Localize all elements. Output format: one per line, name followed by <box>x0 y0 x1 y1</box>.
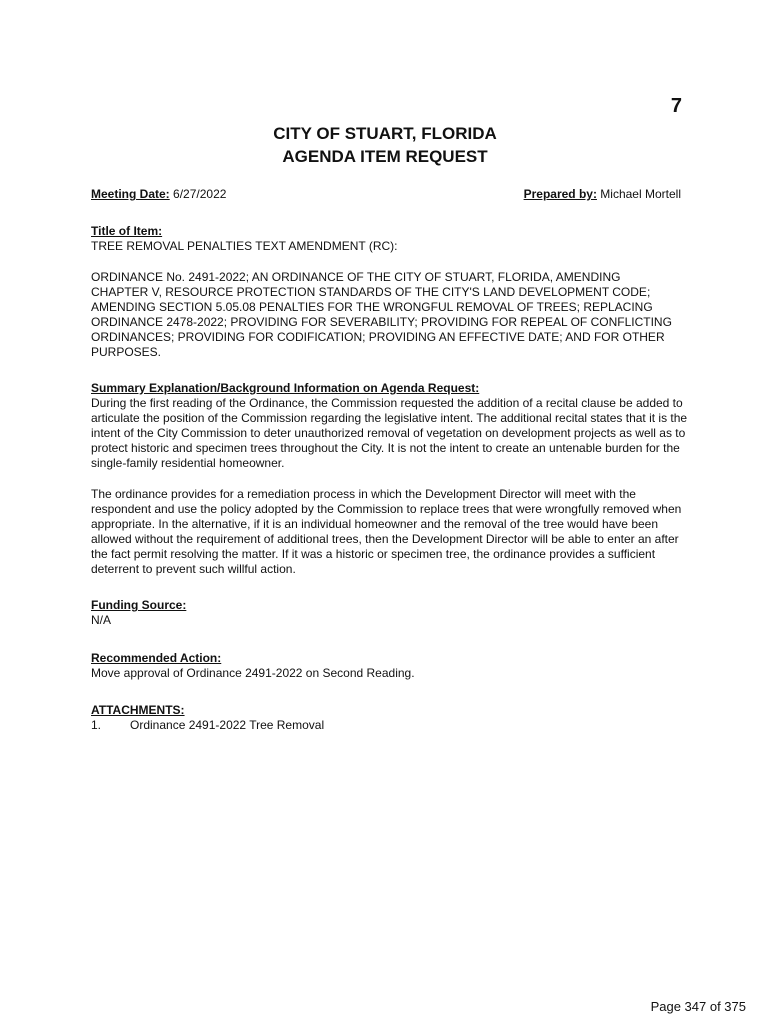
title-of-item-value: TREE REMOVAL PENALTIES TEXT AMENDMENT (RC): <box>91 239 398 253</box>
page-number: Page 347 of 375 <box>650 999 746 1014</box>
attachment-item[interactable] <box>91 718 691 733</box>
city-title: CITY OF STUART, FLORIDA <box>273 124 497 143</box>
funding-label: Funding Source: <box>91 598 187 612</box>
funding-section <box>91 598 691 628</box>
prepared-by-label: Prepared by: <box>523 187 597 201</box>
meeting-date-label: Meeting Date: <box>91 187 170 201</box>
attachments-section <box>91 703 691 733</box>
summary-label: Summary Explanation/Background Information on Agenda Request: <box>91 381 480 395</box>
attachment-text: Ordinance 2491-2022 Tree Removal <box>130 718 325 732</box>
recommended-action-section <box>91 651 691 681</box>
summary-paragraph-1: During the first reading of the Ordinance, the Commission requested the addition of a recital clause be added to articulate the position of the Commission regarding the legislative intent. The additional recital states that it is the intent of the City Commission to deter unauthorized removal of vegetation on development projects as well as to protect historic and specimen trees throughout the City. It is not the intent to create an untenable burden for the single-family residential homeowner. <box>91 396 688 470</box>
meeting-date-value: 6/27/2022 <box>173 187 227 201</box>
ordinance-text <box>91 270 681 360</box>
summary-paragraph-2: The ordinance provides for a remediation process in which the Development Director will meet with the respondent and use the policy adopted by the Commission to replace trees that were wrongfully removed when appropriate. In the alternative, if it is an individual homeowner and the removal of the tree would have been allowed without the requirement of additional trees, then the Development Director will be able to enter an after the fact permit resolving the matter. If it was a historic or specimen tree, the ordinance provides a sufficient deterrent to prevent such willful action. <box>91 487 682 576</box>
recommended-action-value: Move approval of Ordinance 2491-2022 on Second Reading. <box>91 666 415 680</box>
recommended-action-label: Recommended Action: <box>91 651 222 665</box>
title-of-item-section <box>91 224 691 254</box>
item-number: 7 <box>670 95 682 117</box>
meeting-date <box>91 187 226 201</box>
title-of-item-label: Title of Item: <box>91 224 163 238</box>
attachments-label: ATTACHMENTS: <box>91 703 185 717</box>
funding-value: N/A <box>91 613 112 627</box>
meta-row <box>91 187 681 201</box>
prepared-by-value: Michael Mortell <box>600 187 681 201</box>
attachment-number: 1. <box>91 718 102 732</box>
summary-paragraph-2-block <box>91 487 691 577</box>
ordinance-paragraph: ORDINANCE No. 2491-2022; AN ORDINANCE OF THE CITY OF STUART, FLORIDA, AMENDING CHAPTER V, RESOURCE PROTECTION STANDARDS OF THE CITY'S LAND DEVELOPMENT CODE; AMENDING SECTION 5.05.08 PENALTIES FOR THE WRONGFUL REMOVAL OF TREES; REPLACING ORDINANCE 2478-2022; PROVIDING FOR SEVERABILITY; PROVIDING FOR REPEAL OF CONFLICTING ORDINANCES; PROVIDING FOR CODIFICATION; PROVIDING AN EFFECTIVE DATE; AND FOR OTHER PURPOSES. <box>91 270 672 359</box>
summary-section <box>91 381 691 471</box>
agenda-title: AGENDA ITEM REQUEST <box>282 147 488 166</box>
prepared-by <box>524 187 681 201</box>
document-header <box>0 122 770 168</box>
